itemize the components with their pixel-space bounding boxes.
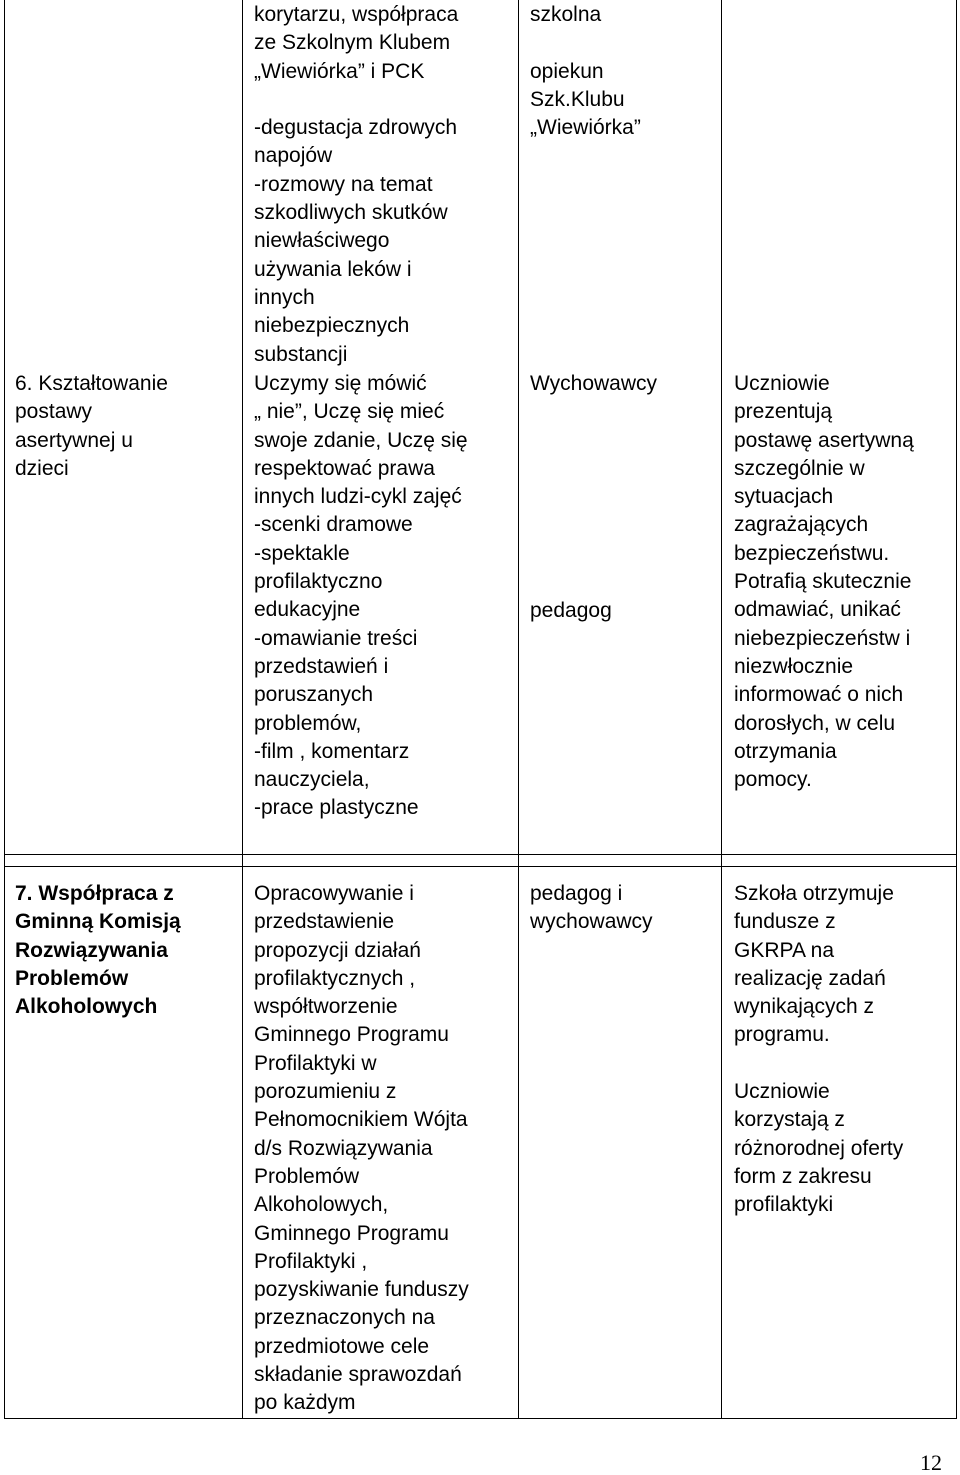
cell-text-line: pozyskiwanie funduszy — [254, 1278, 469, 1302]
cell-text-line: używania leków i — [254, 257, 412, 281]
table-border-col3 — [518, 0, 519, 1419]
row6-activities-continued — [254, 1, 458, 369]
cell-text-line: Profilaktyki , — [254, 1249, 368, 1273]
cell-text-line: form z zakresu — [734, 1164, 872, 1188]
row6-responsible-continued — [530, 1, 641, 142]
cell-text-line: przedstawień i — [254, 654, 389, 678]
cell-text-line: po każdym — [254, 1391, 356, 1415]
cell-text-line: przeznaczonych na — [254, 1306, 435, 1330]
cell-text-line: korytarzu, współpraca — [254, 3, 459, 26]
cell-text-line: Alkoholowych, — [254, 1193, 389, 1217]
cell-text-line: realizację zadań — [734, 966, 886, 990]
cell-text-line: „Wiewiórka” i PCK — [254, 59, 425, 83]
cell-text-line: napojów — [254, 144, 333, 168]
cell-text-line: Gminnego Programu — [254, 1221, 449, 1245]
cell-text-line: prezentują — [734, 400, 833, 424]
cell-text-line: postawy — [15, 400, 93, 424]
cell-text-line: pomocy. — [734, 768, 812, 792]
row7-responsible — [530, 880, 653, 937]
cell-text-line: 6. Kształtowanie — [15, 372, 168, 395]
cell-text-line: niezwłocznie — [734, 654, 854, 678]
cell-text-line: porozumieniu z — [254, 1080, 397, 1104]
cell-text-line: nauczyciela, — [254, 768, 370, 792]
cell-text-line: Problemów — [15, 966, 129, 990]
cell-text-line: przedmiotowe cele — [254, 1334, 430, 1358]
cell-text-line: Profilaktyki w — [254, 1051, 377, 1075]
cell-text-line: -spektakle — [254, 541, 350, 565]
cell-text-line: opiekun — [530, 59, 604, 83]
cell-text-line: Uczniowie — [734, 1080, 830, 1104]
cell-text-line: niebezpieczeństw i — [734, 626, 911, 650]
cell-text-line: Uczymy się mówić — [254, 372, 427, 395]
cell-text-line: -film , komentarz — [254, 739, 410, 763]
cell-text-line: Szk.Klubu — [530, 87, 625, 111]
cell-text-line: szkodliwych skutków — [254, 201, 448, 225]
row-divider — [4, 866, 957, 867]
cell-text-line: wychowawcy — [530, 910, 653, 934]
cell-text-line: -degustacja zdrowych — [254, 116, 458, 140]
row6-responsible-teachers — [530, 370, 657, 398]
cell-text-line: fundusze z — [734, 910, 836, 934]
cell-text-line: współtworzenie — [254, 995, 398, 1019]
cell-text-line: Rozwiązywania — [15, 938, 168, 962]
cell-text-line: -scenki dramowe — [254, 513, 413, 537]
cell-text-line: Uczniowie — [734, 372, 830, 395]
cell-text-line: dzieci — [15, 456, 69, 480]
row6-responsible-pedagogue — [530, 597, 612, 625]
cell-text-line: postawę asertywną — [734, 428, 914, 452]
row6-outcomes — [734, 370, 914, 794]
cell-text-line: szkolna — [530, 3, 602, 26]
cell-text-line: szczególnie w — [734, 456, 865, 480]
cell-text-line: asertywnej u — [15, 428, 133, 452]
cell-text-line: innych ludzi-cykl zajęć — [254, 485, 462, 509]
table-border-left — [4, 0, 5, 1419]
cell-text-line: „Wiewiórka” — [530, 116, 641, 140]
cell-text-line: Wychowawcy — [530, 372, 658, 395]
cell-text-line: -rozmowy na temat — [254, 172, 433, 196]
cell-text-line: otrzymania — [734, 739, 837, 763]
cell-text-line: swoje zdanie, Uczę się — [254, 428, 468, 452]
cell-text-line: „ nie”, Uczę się mieć — [254, 400, 445, 424]
cell-text-line: pedagog i — [530, 882, 623, 905]
cell-text-line: Problemów — [254, 1164, 360, 1188]
cell-text-line: problemów, — [254, 711, 362, 735]
cell-text-line: poruszanych — [254, 683, 374, 707]
cell-text-line: niebezpiecznych — [254, 314, 410, 338]
cell-text-line: sytuacjach — [734, 485, 834, 509]
cell-text-line — [254, 86, 458, 114]
row6-activities — [254, 370, 468, 823]
cell-text-line: programu. — [734, 1023, 830, 1047]
cell-text-line: Szkoła otrzymuje — [734, 882, 894, 905]
table-border-bottom — [4, 1418, 957, 1419]
cell-text-line: pedagog — [530, 599, 612, 622]
cell-text-line: korzystają z — [734, 1108, 845, 1132]
cell-text-line: 7. Współpraca z — [15, 882, 174, 905]
cell-text-line: dorosłych, w celu — [734, 711, 896, 735]
cell-text-line: -prace plastyczne — [254, 796, 419, 820]
cell-text-line: składanie sprawozdań — [254, 1363, 462, 1387]
table-border-col4 — [721, 0, 722, 1419]
cell-text-line: edukacyjne — [254, 598, 361, 622]
cell-text-line: propozycji działań — [254, 938, 421, 962]
cell-text-line: profilaktyki — [734, 1193, 834, 1217]
row-divider — [4, 854, 957, 855]
row7-activities — [254, 880, 469, 1418]
cell-text-line — [734, 1050, 903, 1078]
row6-task-title — [15, 370, 168, 483]
cell-text-line: GKRPA na — [734, 938, 834, 962]
cell-text-line: Potrafią skutecznie — [734, 570, 912, 594]
cell-text-line: przedstawienie — [254, 910, 395, 934]
cell-text-line: substancji — [254, 342, 348, 366]
cell-text-line: -omawianie treści — [254, 626, 418, 650]
cell-text-line: Gminną Komisją — [15, 910, 181, 934]
cell-text-line: odmawiać, unikać — [734, 598, 901, 622]
cell-text-line: profilaktyczno — [254, 570, 383, 594]
cell-text-line: informować o nich — [734, 683, 904, 707]
cell-text-line: Opracowywanie i — [254, 882, 414, 905]
cell-text-line: różnorodnej oferty — [734, 1136, 904, 1160]
cell-text-line — [530, 29, 641, 57]
cell-text-line: Alkoholowych — [15, 995, 158, 1019]
table-border-right — [956, 0, 957, 1419]
table-border-col2 — [242, 0, 243, 1419]
cell-text-line: respektować prawa — [254, 456, 435, 480]
cell-text-line: profilaktycznych , — [254, 966, 416, 990]
cell-text-line: wynikających z — [734, 995, 875, 1019]
row7-task-title — [15, 880, 181, 1021]
cell-text-line: Pełnomocnikiem Wójta — [254, 1108, 468, 1132]
page-number: 12 — [920, 1450, 942, 1475]
cell-text-line: d/s Rozwiązywania — [254, 1136, 433, 1160]
cell-text-line: zagrażających — [734, 513, 869, 537]
cell-text-line: Gminnego Programu — [254, 1023, 449, 1047]
row7-outcomes — [734, 880, 903, 1220]
cell-text-line: innych — [254, 285, 315, 309]
cell-text-line: bezpieczeństwu. — [734, 541, 890, 565]
cell-text-line: ze Szkolnym Klubem — [254, 31, 451, 55]
cell-text-line: niewłaściwego — [254, 229, 390, 253]
